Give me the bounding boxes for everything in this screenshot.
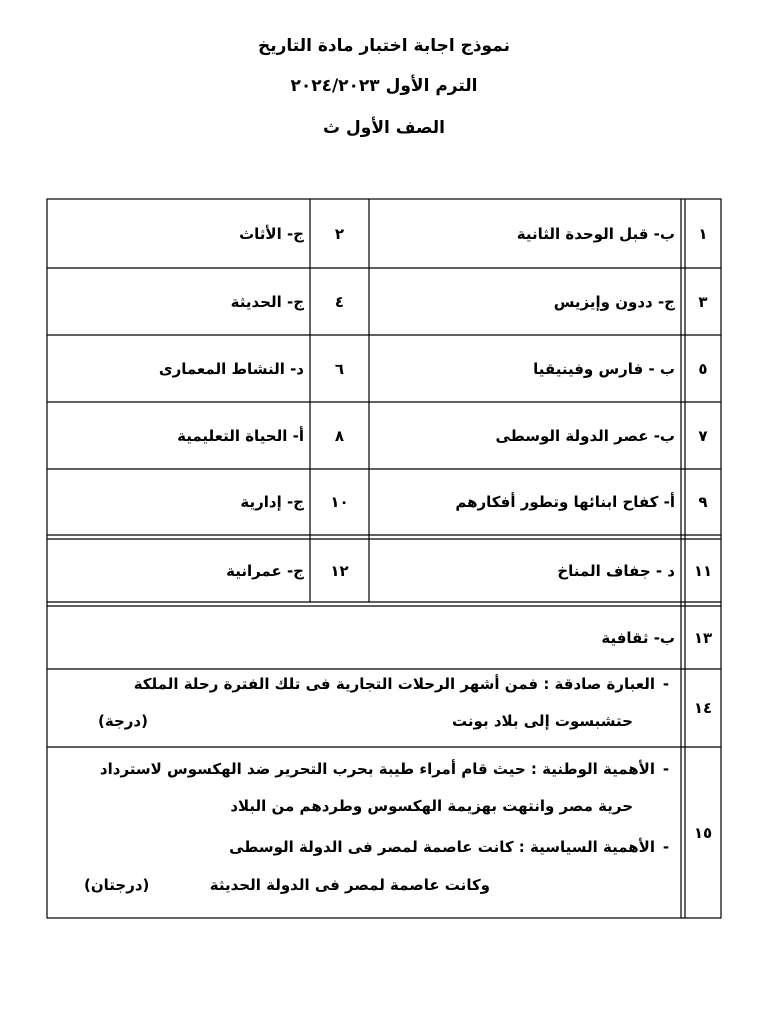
answer-text: ج- الحديثة	[230, 292, 304, 311]
term-line: الترم الأول ٢٠٢٤/٢٠٢٣	[290, 76, 478, 96]
grade-mark: (درجتان)	[84, 876, 150, 894]
question-number: ١٢	[330, 561, 349, 580]
question-number: ١	[698, 224, 708, 243]
answer-text: الأهمية السياسية : كانت عاصمة لمصر فى الدولة الوسطى	[229, 838, 655, 856]
answer-line: حرية مصر وانتهت بهزيمة الهكسوس وطردهم من البلاد	[230, 797, 633, 815]
grade-line: الصف الأول ث	[323, 118, 445, 138]
answer-text: الأهمية الوطنية : حيث قام أمراء طيبة بحرب التحرير ضد الهكسوس لاسترداد	[99, 760, 655, 778]
question-number: ٢	[334, 224, 345, 243]
answer-text: ب- ثقافية	[601, 628, 675, 647]
answer-text: ج- عمرانية	[226, 561, 304, 580]
answer-line: وكانت عاصمة لمصر فى الدولة الحديثة	[209, 876, 490, 894]
answer-text: ب- قبل الوحدة الثانية	[516, 224, 675, 243]
answer-text: ج- الأثاث	[239, 224, 304, 243]
answer-text: د- النشاط المعمارى	[158, 359, 304, 378]
answer-text: العبارة صادقة : فمن أشهر الرحلات التجارية فى تلك الفترة رحلة الملكة	[133, 675, 655, 693]
question-number: ٦	[334, 359, 345, 378]
question-number: ١٥	[693, 823, 713, 842]
answer-line: حتشبسوت إلى بلاد بونت	[452, 712, 633, 730]
answer-text: ب - فارس وفينيقيا	[533, 359, 675, 378]
answer-line	[87, 675, 677, 693]
grade-mark: (درجة)	[98, 712, 148, 730]
answer-text: ج- ددون وإيزيس	[553, 292, 675, 311]
answer-text: د - جفاف المناخ	[557, 561, 675, 580]
question-number: ٤	[334, 292, 345, 311]
answer-text: أ- كفاح ابنائها وتطور أفكارهم	[455, 493, 675, 511]
answer-line	[229, 838, 677, 856]
question-number: ٩	[698, 493, 708, 511]
question-number: ٣	[698, 292, 708, 311]
document-title: نموذج اجابة اختبار مادة التاريخ	[258, 36, 510, 56]
answer-line	[47, 760, 677, 778]
question-number: ١٣	[693, 628, 713, 647]
question-number: ١١	[693, 561, 713, 580]
question-number: ١٤	[693, 699, 713, 717]
question-number: ٥	[698, 359, 708, 378]
question-number: ٧	[698, 426, 708, 445]
bullet-dash: -	[662, 675, 670, 693]
answer-text: ج- إدارية	[240, 493, 304, 511]
bullet-dash: -	[662, 760, 670, 778]
bullet-dash: -	[662, 838, 670, 856]
question-number: ٨	[334, 426, 345, 445]
answer-text: أ- الحياة التعليمية	[177, 426, 304, 445]
question-number: ١٠	[330, 493, 349, 511]
answer-text: ب- عصر الدولة الوسطى	[495, 426, 675, 445]
